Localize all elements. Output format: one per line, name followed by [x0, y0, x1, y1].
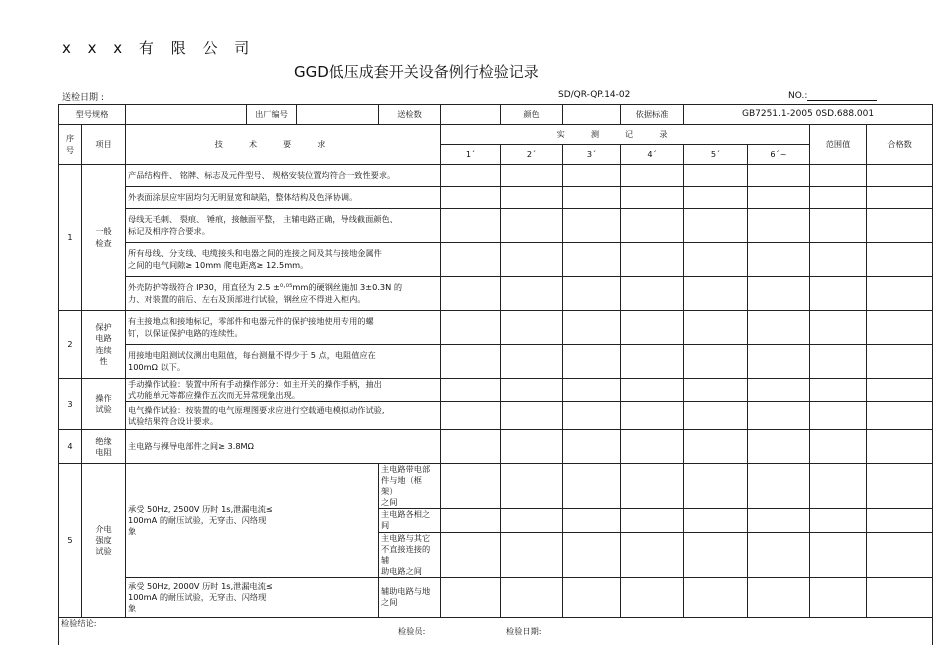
- measure-cell[interactable]: [810, 379, 867, 402]
- measure-header: 实测记录: [441, 125, 810, 145]
- measure-cell[interactable]: [501, 277, 563, 311]
- measure-cell[interactable]: [748, 509, 810, 532]
- measure-cell[interactable]: [501, 532, 563, 577]
- measure-cell[interactable]: [501, 209, 563, 243]
- measure-cell[interactable]: [810, 509, 867, 532]
- measure-cell[interactable]: [867, 532, 933, 577]
- measure-cell[interactable]: [441, 277, 501, 311]
- requirement-text: 主电路与裸导电部件之间≥ 3.8MΩ: [126, 430, 441, 464]
- measure-cell[interactable]: [621, 165, 684, 187]
- measure-cell[interactable]: [867, 345, 933, 379]
- send-qty-value[interactable]: [441, 105, 501, 125]
- dielectric-test-b: 承受 50Hz, 2000V 历时 1s,泄漏电流≤ 100mA 的耐压试验，无穿击、闪络现 象: [126, 577, 379, 617]
- seq-number: 5: [59, 464, 82, 618]
- range-header: 范围值: [810, 125, 867, 165]
- dielectric-sub-a: 主电路各相之间: [379, 509, 441, 532]
- measure-cell[interactable]: [563, 532, 621, 577]
- seq-number: 3: [59, 379, 82, 430]
- measure-cell[interactable]: [563, 209, 621, 243]
- measure-cell[interactable]: [684, 243, 748, 277]
- measure-cell[interactable]: [684, 464, 748, 509]
- tech-req-header: 技术要求: [126, 125, 441, 165]
- send-date-label: 送检日期 :: [62, 93, 104, 103]
- measure-cell[interactable]: [810, 277, 867, 311]
- measure-cell[interactable]: [621, 277, 684, 311]
- measure-cell[interactable]: [441, 430, 501, 464]
- measure-cell[interactable]: [684, 509, 748, 532]
- item-name: 介电 强度 试验: [82, 464, 126, 618]
- inspector-label: 检验员:: [398, 626, 426, 636]
- measure-cell[interactable]: [867, 577, 933, 617]
- measure-cell[interactable]: [684, 532, 748, 577]
- requirement-text: 电气操作试验：按装置的电气原理图要求应进行空载通电模拟动作试验, 试验结果符合设计要求。: [126, 402, 441, 430]
- measure-cell[interactable]: [748, 532, 810, 577]
- measure-cell[interactable]: [748, 402, 810, 430]
- measure-cell[interactable]: [684, 577, 748, 617]
- requirement-text: 母线无毛刺、 裂痕、 锤痕，接触面平整， 主辅电路正确，导线截面颜色、 标记及相序符合要求。: [126, 209, 441, 243]
- measure-cell[interactable]: [501, 509, 563, 532]
- measure-cell[interactable]: [621, 311, 684, 345]
- seq-number: 1: [59, 165, 82, 311]
- seq-number: 2: [59, 311, 82, 379]
- inspection-table: [58, 104, 933, 645]
- measure-cell[interactable]: [501, 165, 563, 187]
- measure-cell[interactable]: [501, 577, 563, 617]
- measure-cell[interactable]: [501, 345, 563, 379]
- measure-cell[interactable]: [563, 402, 621, 430]
- item-name: 操作 试验: [82, 379, 126, 430]
- measure-cell[interactable]: [867, 311, 933, 345]
- measure-cell[interactable]: [441, 187, 501, 209]
- measure-cell[interactable]: [441, 209, 501, 243]
- seq-header: 序 号: [59, 125, 82, 165]
- item-name: 一般 检查: [82, 165, 126, 311]
- item-name: 保护 电路 连续 性: [82, 311, 126, 379]
- measure-cell[interactable]: [684, 345, 748, 379]
- measure-cell[interactable]: [501, 379, 563, 402]
- item-name: 绝缘 电阻: [82, 430, 126, 464]
- measure-cell[interactable]: [563, 243, 621, 277]
- measure-cell[interactable]: [563, 311, 621, 345]
- measure-cell[interactable]: [441, 379, 501, 402]
- seq-number: 4: [59, 430, 82, 464]
- measure-cell[interactable]: [810, 165, 867, 187]
- model-label: 型号规格: [59, 105, 126, 125]
- factory-no-label: 出厂编号: [247, 105, 297, 125]
- measure-cell[interactable]: [621, 577, 684, 617]
- measure-cell[interactable]: [748, 311, 810, 345]
- measure-cell[interactable]: [810, 464, 867, 509]
- measure-cell[interactable]: [748, 277, 810, 311]
- measure-cell[interactable]: [748, 243, 810, 277]
- measure-cell[interactable]: [684, 277, 748, 311]
- measure-cell[interactable]: [501, 402, 563, 430]
- measure-cell[interactable]: [810, 430, 867, 464]
- measure-cell[interactable]: [441, 243, 501, 277]
- model-value[interactable]: [126, 105, 247, 125]
- measure-cell[interactable]: [684, 430, 748, 464]
- measure-cell[interactable]: [441, 165, 501, 187]
- measure-cell[interactable]: [867, 402, 933, 430]
- measure-cell[interactable]: [748, 187, 810, 209]
- measure-cell[interactable]: [748, 464, 810, 509]
- measure-cell[interactable]: [810, 311, 867, 345]
- dielectric-sub-a: 主电路与其它不直接连接的辅 助电路之间: [379, 532, 441, 577]
- inspection-date-label: 检验日期:: [506, 626, 542, 636]
- measure-cell[interactable]: [441, 532, 501, 577]
- requirement-text: 用接地电阻测试仪测出电阻值，每台测量不得少于 5 点，电阻值应在 100mΩ 以下。: [126, 345, 441, 379]
- measure-cell[interactable]: [867, 243, 933, 277]
- measure-col-6: 6ˊ~: [748, 145, 810, 165]
- color-value[interactable]: [563, 105, 621, 125]
- measure-cell[interactable]: [867, 165, 933, 187]
- measure-cell[interactable]: [441, 509, 501, 532]
- measure-cell[interactable]: [621, 345, 684, 379]
- item-header: 项目: [82, 125, 126, 165]
- measure-cell[interactable]: [810, 243, 867, 277]
- measure-cell[interactable]: [867, 509, 933, 532]
- measure-cell[interactable]: [810, 577, 867, 617]
- requirement-text: 产品结构件、 铭牌、标志及元件型号、 规格安装位置均符合一致性要求。: [126, 165, 441, 187]
- factory-no-value[interactable]: [297, 105, 379, 125]
- measure-col-3: 3ˊ: [563, 145, 621, 165]
- measure-cell[interactable]: [563, 509, 621, 532]
- measure-cell[interactable]: [441, 345, 501, 379]
- measure-cell[interactable]: [748, 379, 810, 402]
- measure-cell[interactable]: [748, 345, 810, 379]
- measure-cell[interactable]: [563, 165, 621, 187]
- measure-cell[interactable]: [621, 464, 684, 509]
- measure-cell[interactable]: [563, 430, 621, 464]
- measure-cell[interactable]: [563, 577, 621, 617]
- measure-cell[interactable]: [810, 402, 867, 430]
- measure-cell[interactable]: [867, 379, 933, 402]
- measure-cell[interactable]: [621, 379, 684, 402]
- measure-cell[interactable]: [810, 532, 867, 577]
- measure-cell[interactable]: [441, 577, 501, 617]
- requirement-text: 外壳防护等级符合 IP30，用直径为 2.5 ±⁰·⁰⁵mm的硬钢丝施加 3±0.3N 的 力、对装置的前后、左右及顶部进行试验，钢丝应不得进入柜内。: [126, 277, 441, 311]
- measure-cell[interactable]: [501, 187, 563, 209]
- measure-cell[interactable]: [563, 464, 621, 509]
- measure-cell[interactable]: [748, 165, 810, 187]
- measure-col-4: 4ˊ: [621, 145, 684, 165]
- standard-value: GB7251.1-2005 0SD.688.001: [684, 105, 933, 125]
- company-name: x x x 有 限 公 司: [62, 39, 256, 57]
- measure-col-2: 2ˊ: [501, 145, 563, 165]
- measure-cell[interactable]: [621, 430, 684, 464]
- dielectric-test-a: 承受 50Hz, 2500V 历时 1s,泄漏电流≤ 100mA 的耐压试验，无穿击、闪络现 象: [126, 464, 379, 578]
- measure-cell[interactable]: [684, 209, 748, 243]
- requirement-text: 外表面涂层应牢固均匀无明显宽和缺陷，整体结构及色泽协调。: [126, 187, 441, 209]
- dielectric-sub-b: 辅助电路与地之间: [379, 577, 441, 617]
- measure-cell[interactable]: [684, 311, 748, 345]
- measure-cell[interactable]: [684, 165, 748, 187]
- measure-cell[interactable]: [563, 187, 621, 209]
- measure-cell[interactable]: [684, 402, 748, 430]
- measure-cell[interactable]: [563, 277, 621, 311]
- measure-cell[interactable]: [501, 464, 563, 509]
- measure-cell[interactable]: [867, 430, 933, 464]
- measure-cell[interactable]: [501, 311, 563, 345]
- measure-cell[interactable]: [621, 243, 684, 277]
- measure-cell[interactable]: [748, 577, 810, 617]
- measure-cell[interactable]: [501, 243, 563, 277]
- measure-col-5: 5ˊ: [684, 145, 748, 165]
- measure-cell[interactable]: [867, 277, 933, 311]
- color-label: 颜色: [501, 105, 563, 125]
- measure-cell[interactable]: [441, 311, 501, 345]
- measure-cell[interactable]: [810, 187, 867, 209]
- standard-label: 依据标准: [621, 105, 684, 125]
- measure-cell[interactable]: [621, 532, 684, 577]
- measure-cell[interactable]: [810, 345, 867, 379]
- form-title: GGD低压成套开关设备例行检验记录: [294, 63, 539, 81]
- requirement-text: 手动操作试验：装置中所有手动操作部分：如主开关的操作手柄，抽出 式功能单元等都应操作五次而无异常现象出现。: [126, 379, 441, 402]
- measure-cell[interactable]: [621, 187, 684, 209]
- send-qty-label: 送检数: [379, 105, 441, 125]
- measure-cell[interactable]: [621, 402, 684, 430]
- measure-cell[interactable]: [441, 402, 501, 430]
- measure-cell[interactable]: [621, 509, 684, 532]
- conclusion-label: 检验结论:: [59, 617, 933, 645]
- measure-cell[interactable]: [621, 209, 684, 243]
- pass-qty-header: 合格数: [867, 125, 933, 165]
- dielectric-sub-a: 主电路带电部件与地（框架） 之间: [379, 464, 441, 509]
- measure-cell[interactable]: [867, 209, 933, 243]
- measure-cell[interactable]: [810, 209, 867, 243]
- measure-cell[interactable]: [501, 430, 563, 464]
- no-field: NO.:: [788, 90, 877, 101]
- doc-code: SD/QR-QP.14-02: [558, 90, 631, 100]
- measure-col-1: 1ˊ: [441, 145, 501, 165]
- measure-cell[interactable]: [563, 345, 621, 379]
- measure-cell[interactable]: [684, 187, 748, 209]
- requirement-text: 所有母线、分支线、电缆接头和电器之间的连接之间及其与接地金属件 之间的电气间隙≥ 10mm 爬电距离≥ 12.5mm。: [126, 243, 441, 277]
- requirement-text: 有主接地点和接地标记，零部件和电器元件的保护接地使用专用的螺 钉，以保证保护电路的连续性。: [126, 311, 441, 345]
- measure-cell[interactable]: [748, 430, 810, 464]
- measure-cell[interactable]: [441, 464, 501, 509]
- measure-cell[interactable]: [867, 464, 933, 509]
- measure-cell[interactable]: [748, 209, 810, 243]
- measure-cell[interactable]: [684, 379, 748, 402]
- measure-cell[interactable]: [563, 379, 621, 402]
- measure-cell[interactable]: [867, 187, 933, 209]
